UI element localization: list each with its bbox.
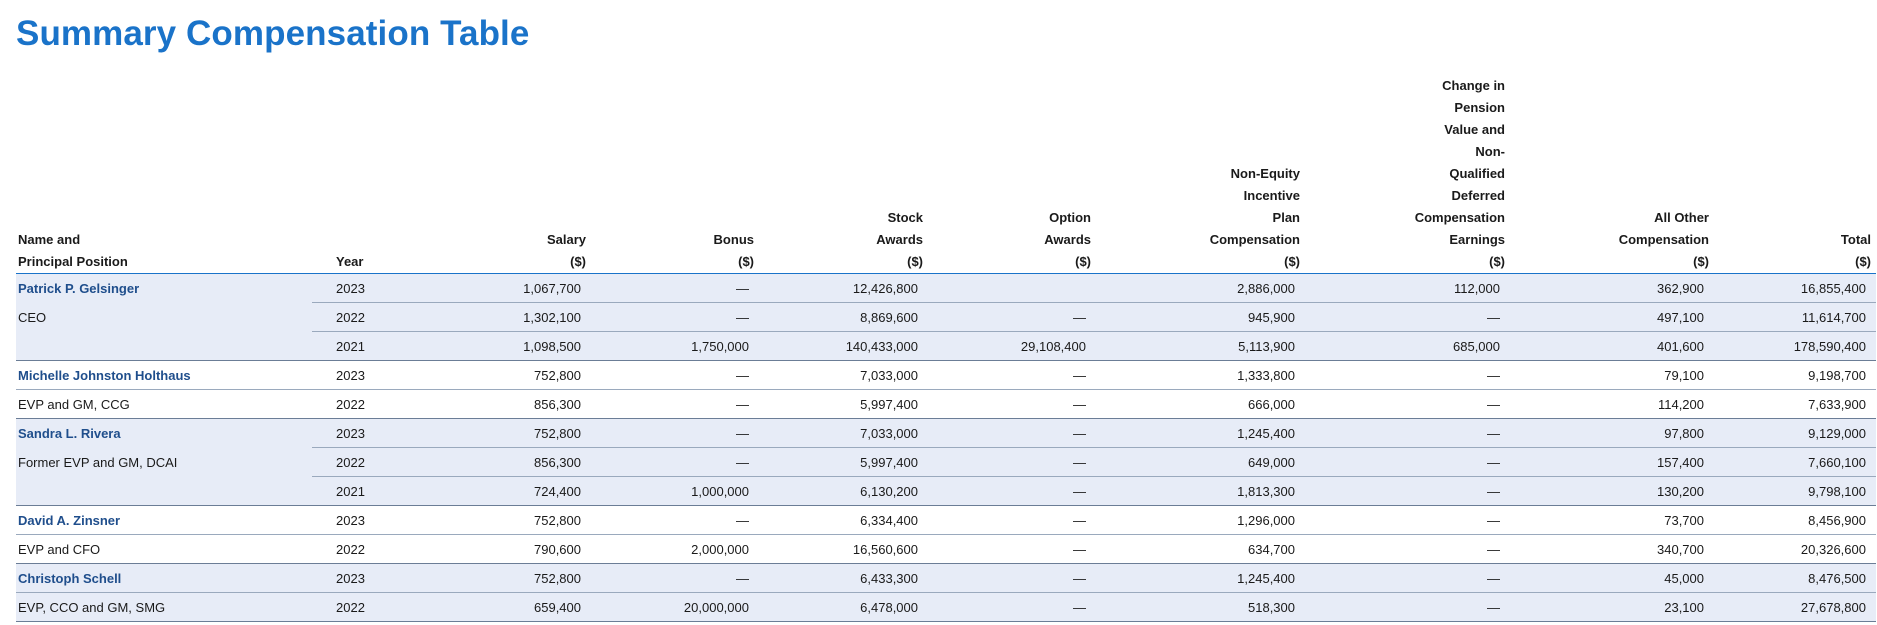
stock-awards-cell: 5,997,400 <box>759 390 928 419</box>
table-row <box>16 506 1876 535</box>
stock-awards-cell: 6,433,300 <box>759 564 928 593</box>
table-row <box>16 564 1876 593</box>
bonus-cell: — <box>591 390 759 419</box>
pension-cell: — <box>1305 477 1510 506</box>
non-equity-cell: 1,245,400 <box>1096 419 1305 448</box>
total-cell: 9,129,000 <box>1714 419 1876 448</box>
stock-awards-cell: 7,033,000 <box>759 361 928 390</box>
total-cell: 9,798,100 <box>1714 477 1876 506</box>
other-compensation-cell: 73,700 <box>1510 506 1714 535</box>
stock-awards-cell: 16,560,600 <box>759 535 928 564</box>
non-equity-cell: 634,700 <box>1096 535 1305 564</box>
executive-name: Christoph Schell <box>16 564 312 593</box>
option-awards-cell: — <box>928 361 1096 390</box>
stock-awards-cell: 5,997,400 <box>759 448 928 477</box>
option-awards-cell: — <box>928 477 1096 506</box>
bonus-cell: — <box>591 564 759 593</box>
bonus-cell: — <box>591 361 759 390</box>
year-cell: 2022 <box>312 390 427 419</box>
header-year: Year <box>312 75 427 274</box>
table-row <box>16 535 1876 564</box>
bonus-cell: — <box>591 506 759 535</box>
header-name-position: Name and Principal Position <box>16 75 312 274</box>
other-compensation-cell: 362,900 <box>1510 274 1714 303</box>
year-cell: 2023 <box>312 361 427 390</box>
header-non-equity-incentive: Non-Equity Incentive Plan Compensation ($) <box>1096 75 1305 274</box>
bonus-cell: — <box>591 303 759 332</box>
header-bonus: Bonus ($) <box>591 75 759 274</box>
salary-cell: 856,300 <box>427 448 591 477</box>
pension-cell: 112,000 <box>1305 274 1510 303</box>
other-compensation-cell: 97,800 <box>1510 419 1714 448</box>
year-cell: 2023 <box>312 274 427 303</box>
non-equity-cell: 2,886,000 <box>1096 274 1305 303</box>
salary-cell: 752,800 <box>427 419 591 448</box>
stock-awards-cell: 6,334,400 <box>759 506 928 535</box>
other-compensation-cell: 401,600 <box>1510 332 1714 361</box>
compensation-table <box>16 75 1876 622</box>
table-row <box>16 361 1876 390</box>
executive-group <box>16 564 1876 622</box>
pension-cell: — <box>1305 361 1510 390</box>
header-option-awards: Option Awards ($) <box>928 75 1096 274</box>
year-cell: 2023 <box>312 419 427 448</box>
total-cell: 11,614,700 <box>1714 303 1876 332</box>
total-cell: 9,198,700 <box>1714 361 1876 390</box>
salary-cell: 1,302,100 <box>427 303 591 332</box>
stock-awards-cell: 6,130,200 <box>759 477 928 506</box>
option-awards-cell: — <box>928 593 1096 622</box>
empty-name-cell <box>16 332 312 361</box>
salary-cell: 1,098,500 <box>427 332 591 361</box>
executive-position: EVP, CCO and GM, SMG <box>16 593 312 622</box>
option-awards-cell: — <box>928 448 1096 477</box>
executive-position: EVP and CFO <box>16 535 312 564</box>
pension-cell: — <box>1305 419 1510 448</box>
executive-group <box>16 506 1876 564</box>
table-row <box>16 274 1876 303</box>
stock-awards-cell: 7,033,000 <box>759 419 928 448</box>
year-cell: 2022 <box>312 303 427 332</box>
total-cell: 16,855,400 <box>1714 274 1876 303</box>
pension-cell: — <box>1305 303 1510 332</box>
salary-cell: 856,300 <box>427 390 591 419</box>
page-title: Summary Compensation Table <box>16 14 530 53</box>
pension-cell: — <box>1305 390 1510 419</box>
pension-cell: — <box>1305 535 1510 564</box>
year-cell: 2021 <box>312 332 427 361</box>
option-awards-cell: — <box>928 506 1096 535</box>
salary-cell: 724,400 <box>427 477 591 506</box>
header-salary: Salary ($) <box>427 75 591 274</box>
header-total: Total ($) <box>1714 75 1876 274</box>
salary-cell: 790,600 <box>427 535 591 564</box>
option-awards-cell: 29,108,400 <box>928 332 1096 361</box>
stock-awards-cell: 12,426,800 <box>759 274 928 303</box>
header-pension-deferred: Change in Pension Value and Non- Qualified Deferred Compensation Earnings ($) <box>1305 75 1510 274</box>
salary-cell: 752,800 <box>427 506 591 535</box>
non-equity-cell: 1,296,000 <box>1096 506 1305 535</box>
non-equity-cell: 945,900 <box>1096 303 1305 332</box>
bonus-cell: 1,750,000 <box>591 332 759 361</box>
bonus-cell: — <box>591 419 759 448</box>
pension-cell: 685,000 <box>1305 332 1510 361</box>
total-cell: 7,633,900 <box>1714 390 1876 419</box>
pension-cell: — <box>1305 506 1510 535</box>
table-row <box>16 448 1876 477</box>
year-cell: 2023 <box>312 506 427 535</box>
table-row <box>16 332 1876 361</box>
bonus-cell: 2,000,000 <box>591 535 759 564</box>
executive-position: CEO <box>16 303 312 332</box>
option-awards-cell <box>928 274 1096 303</box>
year-cell: 2022 <box>312 448 427 477</box>
executive-group <box>16 361 1876 419</box>
header-all-other-compensation: All Other Compensation ($) <box>1510 75 1714 274</box>
total-cell: 8,476,500 <box>1714 564 1876 593</box>
executive-name: Michelle Johnston Holthaus <box>16 361 312 390</box>
option-awards-cell: — <box>928 535 1096 564</box>
executive-name: Patrick P. Gelsinger <box>16 274 312 303</box>
bonus-cell: 20,000,000 <box>591 593 759 622</box>
other-compensation-cell: 79,100 <box>1510 361 1714 390</box>
executive-name: Sandra L. Rivera <box>16 419 312 448</box>
salary-cell: 752,800 <box>427 564 591 593</box>
year-cell: 2023 <box>312 564 427 593</box>
total-cell: 7,660,100 <box>1714 448 1876 477</box>
table-row <box>16 593 1876 622</box>
non-equity-cell: 649,000 <box>1096 448 1305 477</box>
year-cell: 2021 <box>312 477 427 506</box>
other-compensation-cell: 340,700 <box>1510 535 1714 564</box>
stock-awards-cell: 6,478,000 <box>759 593 928 622</box>
pension-cell: — <box>1305 564 1510 593</box>
non-equity-cell: 1,245,400 <box>1096 564 1305 593</box>
non-equity-cell: 518,300 <box>1096 593 1305 622</box>
stock-awards-cell: 8,869,600 <box>759 303 928 332</box>
option-awards-cell: — <box>928 419 1096 448</box>
total-cell: 20,326,600 <box>1714 535 1876 564</box>
other-compensation-cell: 23,100 <box>1510 593 1714 622</box>
salary-cell: 659,400 <box>427 593 591 622</box>
executive-group <box>16 419 1876 506</box>
pension-cell: — <box>1305 448 1510 477</box>
year-cell: 2022 <box>312 535 427 564</box>
total-cell: 178,590,400 <box>1714 332 1876 361</box>
other-compensation-cell: 45,000 <box>1510 564 1714 593</box>
non-equity-cell: 666,000 <box>1096 390 1305 419</box>
table-row <box>16 303 1876 332</box>
option-awards-cell: — <box>928 303 1096 332</box>
salary-cell: 752,800 <box>427 361 591 390</box>
other-compensation-cell: 114,200 <box>1510 390 1714 419</box>
executive-position: Former EVP and GM, DCAI <box>16 448 312 477</box>
option-awards-cell: — <box>928 390 1096 419</box>
other-compensation-cell: 157,400 <box>1510 448 1714 477</box>
table-row <box>16 419 1876 448</box>
executive-name: David A. Zinsner <box>16 506 312 535</box>
table-row <box>16 477 1876 506</box>
total-cell: 8,456,900 <box>1714 506 1876 535</box>
total-cell: 27,678,800 <box>1714 593 1876 622</box>
non-equity-cell: 1,333,800 <box>1096 361 1305 390</box>
table-row <box>16 390 1876 419</box>
stock-awards-cell: 140,433,000 <box>759 332 928 361</box>
option-awards-cell: — <box>928 564 1096 593</box>
non-equity-cell: 5,113,900 <box>1096 332 1305 361</box>
bonus-cell: — <box>591 274 759 303</box>
salary-cell: 1,067,700 <box>427 274 591 303</box>
header-row <box>16 75 1876 274</box>
non-equity-cell: 1,813,300 <box>1096 477 1305 506</box>
pension-cell: — <box>1305 593 1510 622</box>
bonus-cell: — <box>591 448 759 477</box>
header-stock-awards: Stock Awards ($) <box>759 75 928 274</box>
bonus-cell: 1,000,000 <box>591 477 759 506</box>
executive-group <box>16 274 1876 361</box>
year-cell: 2022 <box>312 593 427 622</box>
empty-name-cell <box>16 477 312 506</box>
other-compensation-cell: 130,200 <box>1510 477 1714 506</box>
other-compensation-cell: 497,100 <box>1510 303 1714 332</box>
executive-position: EVP and GM, CCG <box>16 390 312 419</box>
